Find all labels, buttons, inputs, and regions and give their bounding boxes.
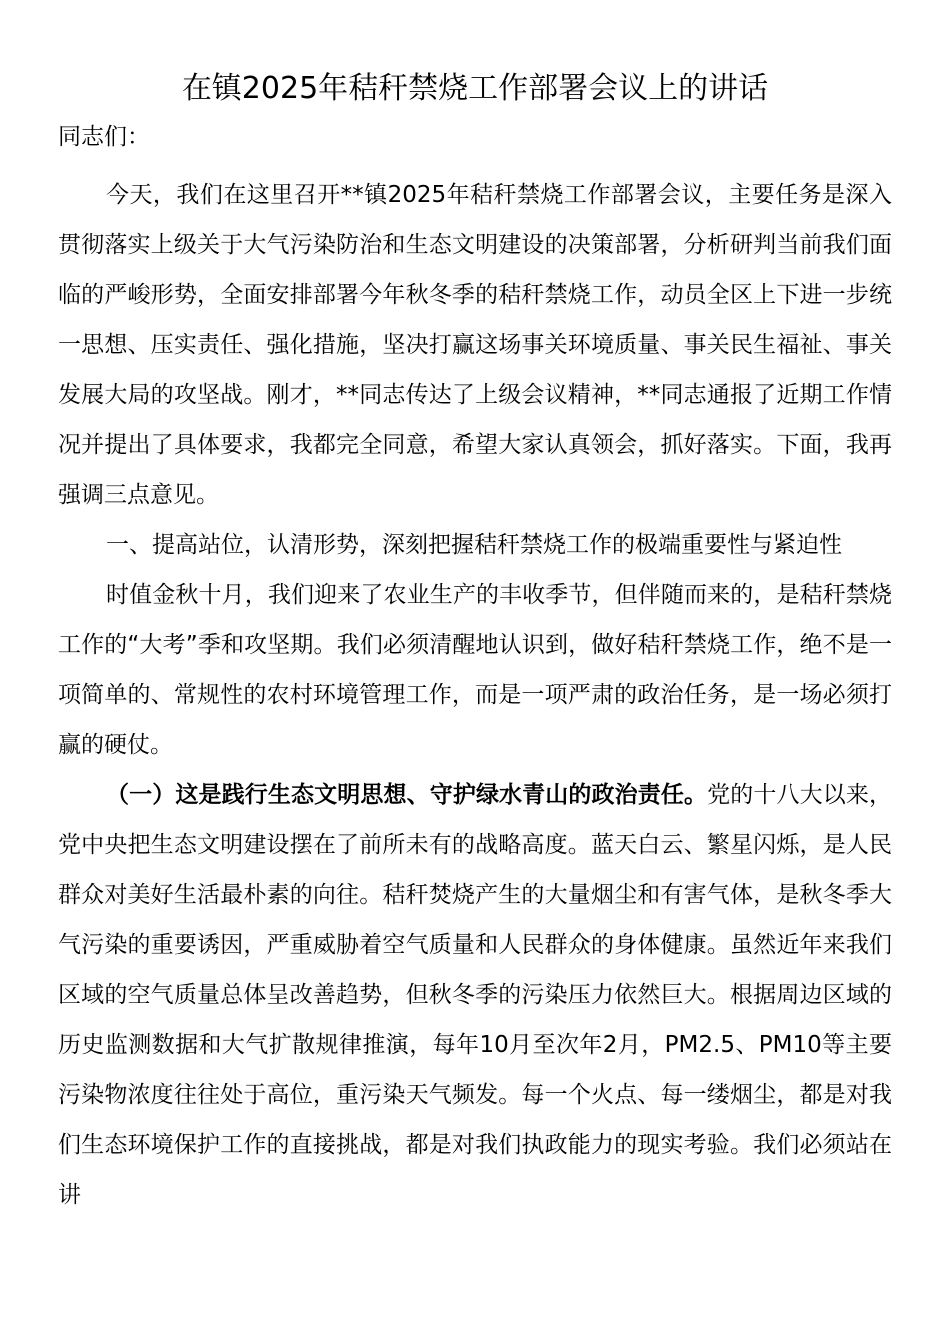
section-1-body: 时值金秋十月，我们迎来了农业生产的丰收季节，但伴随而来的，是秸秆禁烧工作的“大考”季和攻坚期。我们必须清醒地认识到，做好秸秆禁烧工作，绝不是一项简单的、常规性的农村环境管理工作，而是一项严肃的政治任务，是一场必须打赢的硬仗。 — [58, 582, 892, 758]
point-1-body: 党的十八大以来，党中央把生态文明建设摆在了前所未有的战略高度。蓝天白云、繁星闪烁，是人民群众对美好生活最朴素的向往。秸秆焚烧产生的大量烟尘和有害气体，是秋冬季大气污染的重要诱因，严重威胁着空气质量和人民群众的身体健康。虽然近年来我们区域的空气质量总体呈改善趋势，但秋冬季的污染压力依然巨大。根据周边区域的历史监测数据和大气扩散规律推演，每年10月至次年2月，PM2.5、PM10等主要污染物浓度往往处于高位，重污染天气频发。每一个火点、每一缕烟尘，都是对我们生态环境保护工作的直接挑战，都是对我们执政能力的现实考验。我们必须站在讲 — [58, 782, 893, 1208]
point-1-paragraph — [58, 770, 892, 1220]
greeting: 同志们： — [58, 124, 150, 150]
section-1-heading: 一、提高站位，认清形势，深刻把握秸秆禁烧工作的极端重要性与紧迫性 — [106, 532, 842, 558]
point-1-lead: （一）这是践行生态文明思想、守护绿水青山的政治责任。 — [106, 782, 708, 808]
document-title: 在镇2025年秸秆禁烧工作部署会议上的讲话 — [181, 71, 769, 106]
intro-paragraph: 今天，我们在这里召开**镇2025年秸秆禁烧工作部署会议，主要任务是深入贯彻落实上级关于大气污染防治和生态文明建设的决策部署，分析研判当前我们面临的严峻形势，全面安排部署今年秋冬季的秸秆禁烧工作，动员全区上下进一步统一思想、压实责任、强化措施，坚决打赢这场事关环境质量、事关民生福祉、事关发展大局的攻坚战。刚才，**同志传达了上级会议精神，**同志通报了近期工作情况并提出了具体要求，我都完全同意，希望大家认真领会，抓好落实。下面，我再强调三点意见。 — [58, 182, 892, 508]
